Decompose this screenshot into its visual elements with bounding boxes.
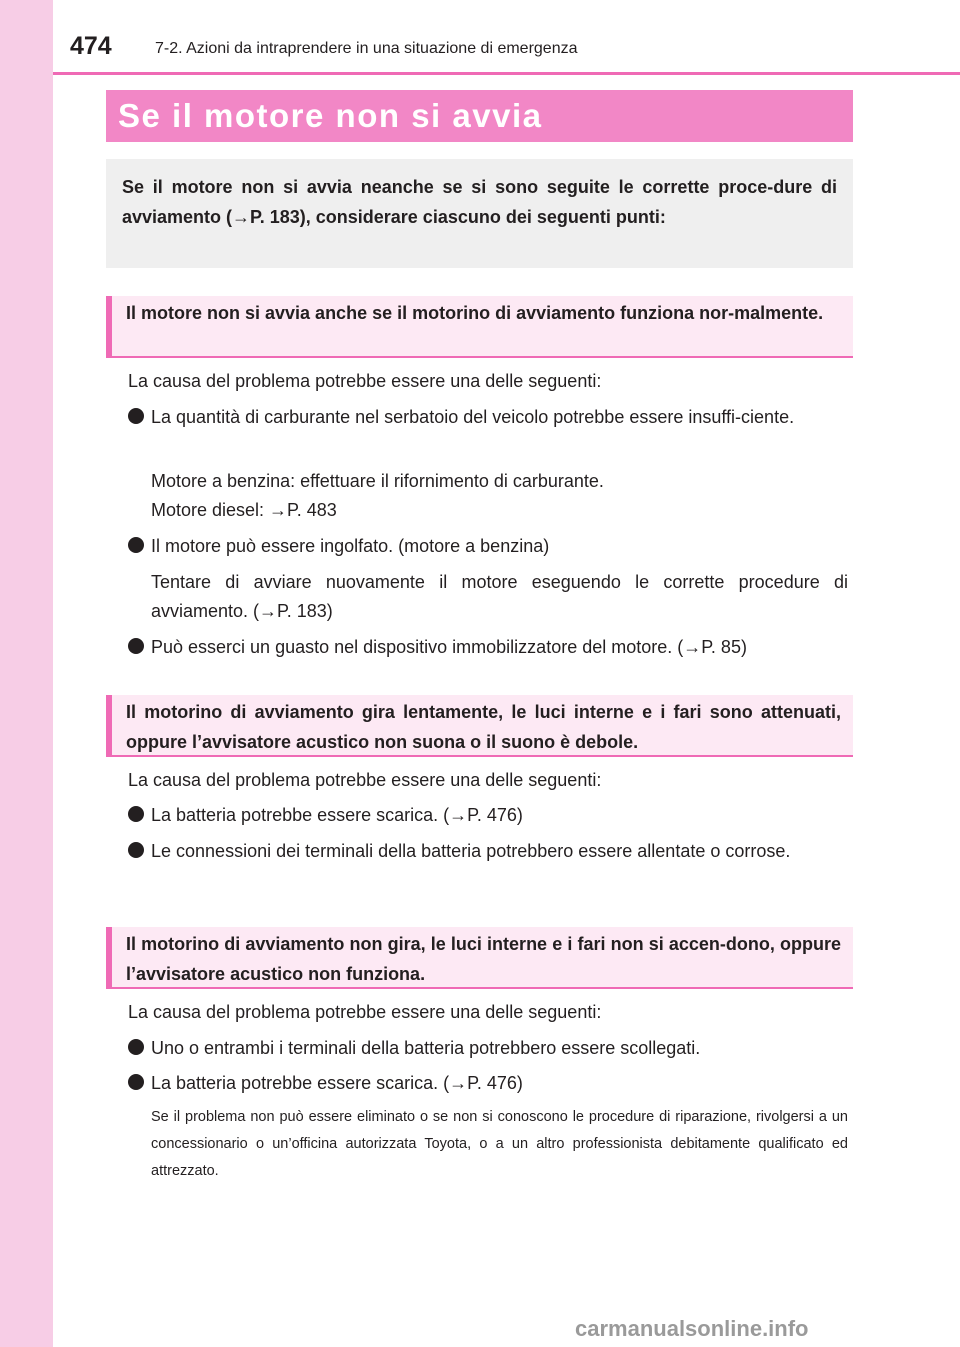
case1-heading-box (106, 296, 853, 358)
section-title-bar (106, 90, 853, 142)
section-title: Se il motore non si avvia (118, 97, 543, 134)
case1-detail-1b: Motore diesel: →P. 483 (151, 500, 337, 520)
bullet-dot-icon (128, 1039, 144, 1055)
case2-heading-box (106, 695, 853, 757)
header-rule (53, 72, 960, 75)
case1-heading: Il motore non si avvia anche se il motorino di avviamento funziona nor-malmente. (126, 303, 824, 323)
case3-bullet-1-text: Uno o entrambi i terminali della batteria potrebbero essere scollegati. (151, 1038, 701, 1058)
case1-bullet-1 (128, 403, 850, 432)
case2-bullet-2 (128, 837, 850, 866)
case1-detail-2: Tentare di avviare nuovamente il motore eseguendo le corrette procedure di avviamento. (→P. 183) (151, 572, 848, 621)
case2-heading: Il motorino di avviamento gira lentamente, le luci interne e i fari sono attenuati, oppure l’avvisatore acustico non suona o il suono è debole. (126, 702, 841, 752)
case2-bullet-2-text: Le connessioni dei terminali della batteria potrebbero essere allentate o corrose. (151, 841, 791, 861)
bullet-dot-icon (128, 1074, 144, 1090)
bullet-dot-icon (128, 842, 144, 858)
page-number: 474 (70, 32, 112, 60)
case1-bullet-1-text: La quantità di carburante nel serbatoio del veicolo potrebbe essere insuffi-ciente. (151, 407, 795, 427)
bullet-dot-icon (128, 806, 144, 822)
case2-bullet-1 (128, 801, 850, 830)
bullet-dot-icon (128, 537, 144, 553)
case3-lead: La causa del problema potrebbe essere una delle seguenti: (128, 1002, 602, 1022)
case3-bullet-2-text: La batteria potrebbe essere scarica. (→P. 476) (151, 1073, 523, 1093)
case1-detail-1a: Motore a benzina: effettuare il rifornimento di carburante. (151, 471, 604, 491)
page-side-band (0, 0, 53, 1347)
case2-lead: La causa del problema potrebbe essere una delle seguenti: (128, 770, 602, 790)
bullet-dot-icon (128, 638, 144, 654)
intro-box (106, 159, 853, 268)
case1-bullet-2 (128, 532, 850, 561)
case1-bullet-2-text: Il motore può essere ingolfato. (motore a benzina) (151, 536, 550, 556)
case1-bullet-3-text: Può esserci un guasto nel dispositivo immobilizzatore del motore. (→P. 85) (151, 637, 747, 657)
case3-note: Se il problema non può essere eliminato o se non si conoscono le procedure di riparazione, rivolgersi a un concessionario o un’officina autorizzata Toyota, o a un altro professionista debitamente qualificato ed attrezzato. (151, 1109, 848, 1179)
case1-lead: La causa del problema potrebbe essere una delle seguenti: (128, 371, 602, 391)
case3-bullet-2 (128, 1069, 850, 1098)
case3-heading-box (106, 927, 853, 989)
intro-text: Se il motore non si avvia neanche se si sono seguite le corrette proce-dure di avviamento (→P. 183), considerare ciascuno dei seguenti punti: (122, 177, 837, 227)
case3-heading: Il motorino di avviamento non gira, le luci interne e i fari non si accen-dono, oppure l’avvisatore acustico non funziona. (126, 934, 841, 984)
bullet-dot-icon (128, 408, 144, 424)
case1-bullet-3 (128, 633, 850, 662)
case2-bullet-1-text: La batteria potrebbe essere scarica. (→P. 476) (151, 805, 523, 825)
watermark: carmanualsonline.info (575, 1316, 809, 1341)
running-header: 7-2. Azioni da intraprendere in una situazione di emergenza (155, 40, 578, 57)
case3-bullet-1 (128, 1034, 850, 1063)
